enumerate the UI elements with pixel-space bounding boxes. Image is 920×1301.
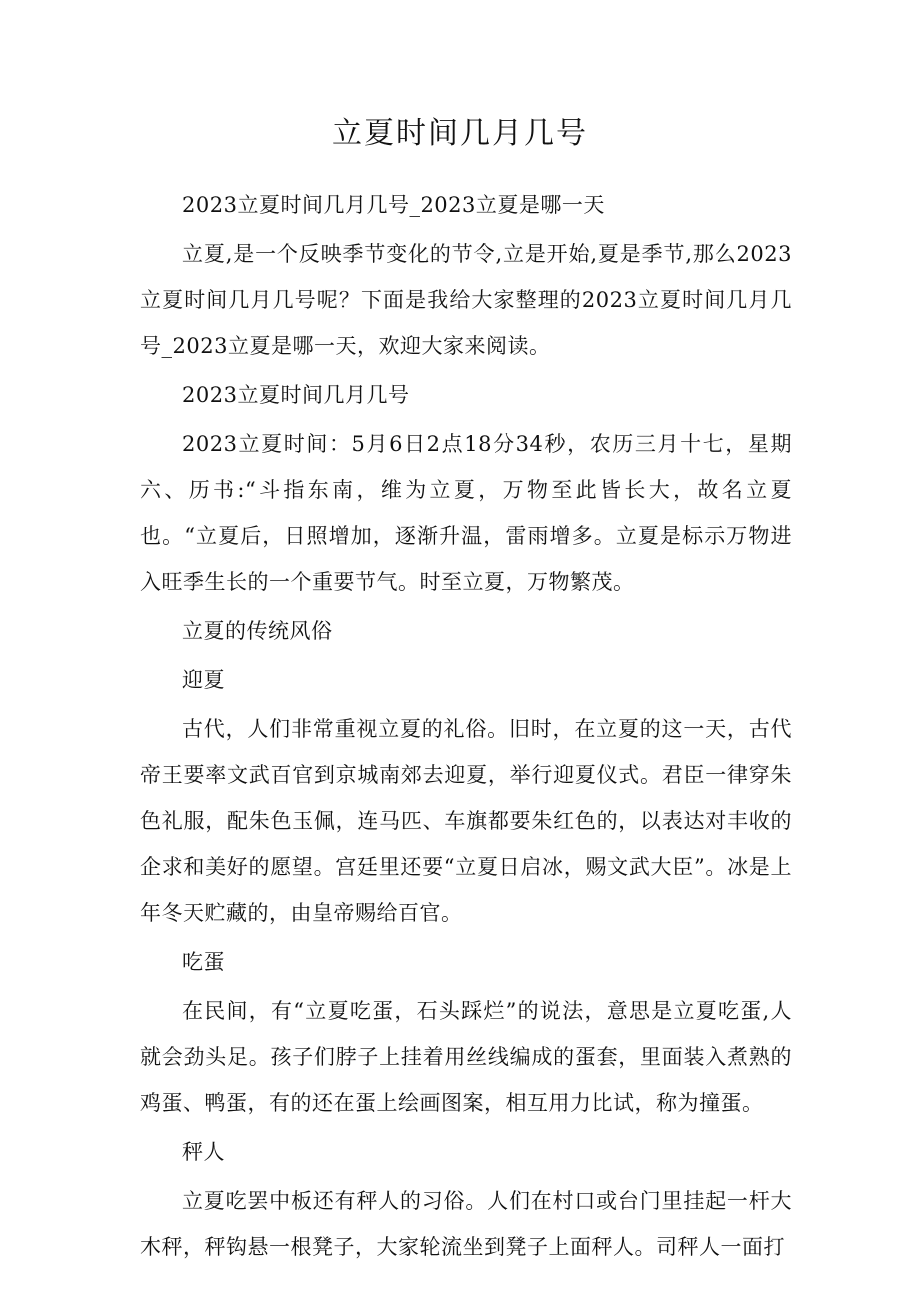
welcome-summer-paragraph: 古代，人们非常重视立夏的礼俗。旧时，在立夏的这一天，古代帝王要率文武百官到京城南郊去迎夏，举行迎夏仪式。君臣一律穿朱色礼服，配朱色玉佩，连马匹、车旗都要朱红色的，以表达对丰收的企求和美好的愿望。宫廷里还要“立夏日启冰，赐文武大臣”。冰是上年冬天贮藏的，由皇帝赐给百官。	[140, 717, 792, 925]
document-title: 立夏时间几月几号	[332, 116, 588, 151]
time-paragraph: 2023立夏时间：5月6日2点18分34秒，农历三月十七，星期六、历书:“斗指东南，维为立夏，万物至此皆长大，故名立夏也。“立夏后，日照增加，逐渐升温，雷雨增多。立夏是标示万物进入旺季生长的一个重要节气。时至立夏，万物繁茂。	[140, 432, 792, 594]
document-body	[140, 182, 792, 1273]
section-heading-time: 2023立夏时间几月几号	[182, 383, 410, 407]
eat-eggs-paragraph: 在民间，有“立夏吃蛋，石头踩烂”的说法，意思是立夏吃蛋,人就会劲头足。孩子们脖子上挂着用丝线编成的蛋套，里面装入煮熟的鸡蛋、鸭蛋，有的还在蛋上绘画图案，相互用力比试，称为撞蛋。	[140, 999, 792, 1115]
subtitle-paragraph: 2023立夏时间几月几号_2023立夏是哪一天	[182, 193, 605, 217]
subheading-eat-eggs: 吃蛋	[182, 950, 225, 974]
section-heading-customs: 立夏的传统风俗	[182, 619, 333, 643]
subheading-weigh-people: 秤人	[182, 1140, 225, 1164]
intro-paragraph: 立夏,是一个反映季节变化的节令,立是开始,夏是季节,那么2023立夏时间几月几号呢？下面是我给大家整理的2023立夏时间几月几号_2023立夏是哪一天，欢迎大家来阅读。	[140, 242, 792, 358]
subheading-welcome-summer: 迎夏	[182, 668, 225, 692]
weigh-people-paragraph: 立夏吃罢中板还有秤人的习俗。人们在村口或台门里挂起一杆大木秤，秤钩悬一根凳子，大家轮流坐到凳子上面秤人。司秤人一面打	[140, 1189, 792, 1259]
